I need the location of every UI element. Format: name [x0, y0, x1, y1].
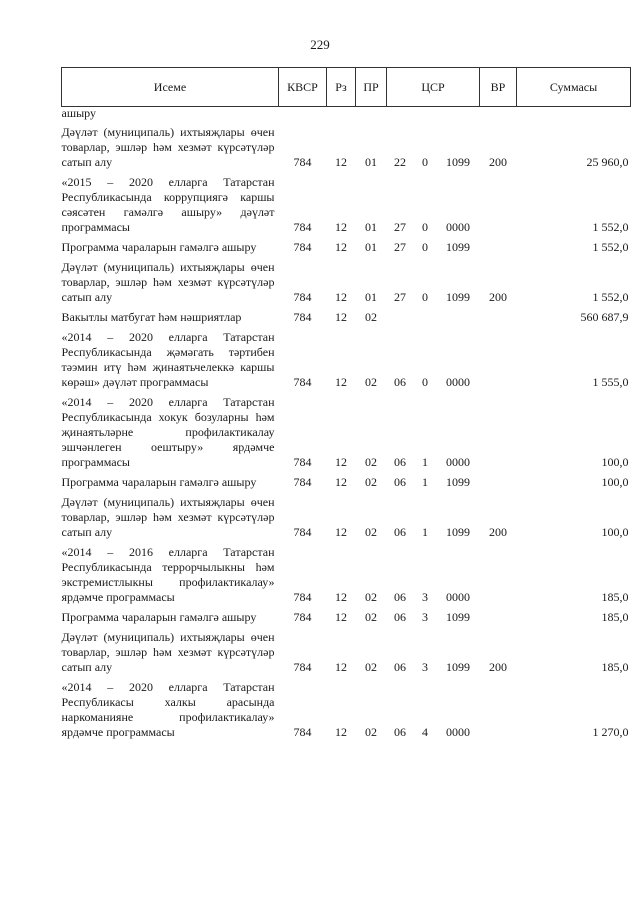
cell-rz: 12	[335, 475, 347, 489]
cell-csr1: 06	[394, 375, 406, 389]
cell-kvsr: 784	[293, 220, 312, 234]
cell-vr	[480, 170, 517, 235]
cell-kvsr: 784	[293, 455, 312, 469]
cell-csr2: 3	[422, 590, 428, 604]
cell-vr	[480, 107, 517, 121]
cell-csr1: 27	[394, 220, 406, 234]
cell-name: Программа чараларын гамәлгә ашыру	[61, 610, 257, 624]
cell-pr: 02	[365, 525, 377, 539]
table-row	[62, 120, 631, 170]
cell-csr3: 0000	[446, 725, 470, 739]
cell-kvsr	[279, 107, 327, 121]
cell-csr3: 0000	[446, 590, 470, 604]
cell-csr2: 0	[422, 155, 428, 169]
cell-name: Программа чараларын гамәлгә ашыру	[61, 475, 257, 489]
cell-kvsr: 784	[293, 310, 312, 324]
cell-csr1: 06	[394, 725, 406, 739]
cell-csr3	[437, 107, 480, 121]
cell-kvsr: 784	[293, 590, 312, 604]
table-body	[62, 107, 631, 741]
header-rz: Рз	[327, 68, 356, 107]
cell-rz: 12	[335, 725, 347, 739]
cell-csr2	[414, 305, 437, 325]
table-row	[62, 490, 631, 540]
cell-vr: 200	[489, 525, 508, 539]
cell-vr	[480, 675, 517, 740]
cell-kvsr: 784	[293, 240, 312, 254]
cell-csr3: 0000	[446, 455, 470, 469]
table-row	[62, 170, 631, 235]
cell-csr2: 3	[422, 610, 428, 624]
cell-csr2	[414, 107, 437, 121]
cell-csr1: 06	[394, 525, 406, 539]
cell-pr: 02	[365, 455, 377, 469]
cell-sum: 1 552,0	[592, 240, 629, 254]
cell-csr1: 06	[394, 610, 406, 624]
header-sum: Суммасы	[517, 68, 631, 107]
cell-csr2: 0	[422, 220, 428, 234]
cell-name: ашыру	[61, 106, 96, 120]
cell-pr: 01	[365, 155, 377, 169]
table-row	[62, 675, 631, 740]
cell-kvsr: 784	[293, 525, 312, 539]
cell-pr: 01	[365, 290, 377, 304]
cell-sum: 1 552,0	[592, 220, 629, 234]
cell-pr: 01	[365, 220, 377, 234]
cell-pr: 02	[365, 610, 377, 624]
cell-name: «2014 – 2020 елларга Татарстан Республикасы халкы арасында наркоманияне профилактикалау» ярдәмче программасы	[61, 680, 275, 739]
cell-pr: 02	[365, 590, 377, 604]
cell-pr: 02	[365, 725, 377, 739]
cell-kvsr: 784	[293, 725, 312, 739]
cell-csr2: 1	[422, 455, 428, 469]
cell-sum: 1 552,0	[592, 290, 629, 304]
header-vr: ВР	[480, 68, 517, 107]
cell-vr: 200	[489, 660, 508, 674]
cell-name: Дәүләт (муниципаль) ихтыяҗлары өчен товарлар, эшләр һәм хезмәт күрсәтүләр сатып алу	[61, 260, 275, 304]
cell-csr2: 1	[422, 525, 428, 539]
cell-csr1: 06	[394, 475, 406, 489]
cell-vr	[480, 390, 517, 470]
cell-csr1: 06	[394, 660, 406, 674]
cell-name: «2014 – 2020 елларга Татарстан Республикасында хокук бозуларны һәм җинаятьләрне профилактикалау эшчәнлеген оештыру» ярдәмче программасы	[61, 395, 275, 469]
cell-kvsr: 784	[293, 610, 312, 624]
table-row	[62, 605, 631, 625]
cell-csr1	[387, 305, 414, 325]
cell-rz: 12	[335, 290, 347, 304]
table-row	[62, 540, 631, 605]
cell-kvsr: 784	[293, 475, 312, 489]
cell-name: Дәүләт (муниципаль) ихтыяҗлары өчен товарлар, эшләр һәм хезмәт күрсәтүләр сатып алу	[61, 125, 275, 169]
cell-rz: 12	[335, 240, 347, 254]
cell-sum: 560 687,9	[580, 310, 629, 324]
cell-csr3: 1099	[446, 155, 470, 169]
cell-csr1: 27	[394, 290, 406, 304]
cell-sum	[517, 107, 631, 121]
cell-rz: 12	[335, 660, 347, 674]
cell-csr2: 0	[422, 375, 428, 389]
header-pr: ПР	[356, 68, 387, 107]
table-row	[62, 390, 631, 470]
cell-csr1: 27	[394, 240, 406, 254]
cell-rz: 12	[335, 610, 347, 624]
cell-pr: 02	[365, 310, 377, 324]
cell-vr	[480, 325, 517, 390]
cell-pr	[356, 107, 387, 121]
cell-rz	[327, 107, 356, 121]
cell-kvsr: 784	[293, 290, 312, 304]
cell-kvsr: 784	[293, 375, 312, 389]
budget-table	[61, 67, 631, 740]
cell-sum: 100,0	[601, 525, 629, 539]
cell-csr1: 06	[394, 455, 406, 469]
cell-vr	[480, 605, 517, 625]
cell-sum: 185,0	[601, 660, 629, 674]
cell-sum: 1 270,0	[592, 725, 629, 739]
cell-csr3: 1099	[446, 240, 470, 254]
cell-vr	[480, 470, 517, 490]
cell-sum: 185,0	[601, 610, 629, 624]
table-row	[62, 305, 631, 325]
table-row	[62, 625, 631, 675]
cell-sum: 100,0	[601, 455, 629, 469]
cell-kvsr: 784	[293, 660, 312, 674]
cell-name: «2015 – 2020 елларга Татарстан Республикасында коррупциягә каршы сәясәтен гамәлгә ашыру» дәүләт программасы	[61, 175, 275, 234]
cell-vr	[480, 305, 517, 325]
table-row	[62, 107, 631, 121]
cell-csr3: 1099	[446, 525, 470, 539]
cell-csr3: 0000	[446, 220, 470, 234]
header-kvsr: КВСР	[279, 68, 327, 107]
cell-csr2: 0	[422, 240, 428, 254]
cell-sum: 100,0	[601, 475, 629, 489]
header-csr: ЦСР	[387, 68, 480, 107]
cell-rz: 12	[335, 155, 347, 169]
cell-vr: 200	[489, 290, 508, 304]
cell-pr: 02	[365, 375, 377, 389]
cell-rz: 12	[335, 455, 347, 469]
cell-kvsr: 784	[293, 155, 312, 169]
cell-name: Дәүләт (муниципаль) ихтыяҗлары өчен товарлар, эшләр һәм хезмәт күрсәтүләр сатып алу	[61, 630, 275, 674]
header-name: Исеме	[62, 68, 279, 107]
cell-rz: 12	[335, 310, 347, 324]
cell-rz: 12	[335, 375, 347, 389]
cell-csr3: 1099	[446, 475, 470, 489]
cell-name: Дәүләт (муниципаль) ихтыяҗлары өчен товарлар, эшләр һәм хезмәт күрсәтүләр сатып алу	[61, 495, 275, 539]
cell-sum: 1 555,0	[592, 375, 629, 389]
cell-csr3: 1099	[446, 290, 470, 304]
cell-vr	[480, 235, 517, 255]
table-row	[62, 470, 631, 490]
cell-csr1	[387, 107, 414, 121]
cell-rz: 12	[335, 525, 347, 539]
cell-csr1: 22	[394, 155, 406, 169]
cell-csr3: 1099	[446, 610, 470, 624]
cell-name: «2014 – 2016 елларга Татарстан Республикасында террорчылыкны һәм экстремистлыкны профилактикалау» ярдәмче программасы	[61, 545, 275, 604]
cell-rz: 12	[335, 590, 347, 604]
cell-sum: 185,0	[601, 590, 629, 604]
cell-csr2: 0	[422, 290, 428, 304]
cell-csr2: 4	[422, 725, 428, 739]
cell-pr: 01	[365, 240, 377, 254]
cell-name: «2014 – 2020 елларга Татарстан Республикасында җәмәгать тәртибен тәэмин итү һәм җинаятьчелеккә каршы көрәш» дәүләт программасы	[61, 330, 275, 389]
cell-pr: 02	[365, 475, 377, 489]
cell-vr	[480, 540, 517, 605]
cell-name: Программа чараларын гамәлгә ашыру	[61, 240, 257, 254]
cell-csr2: 3	[422, 660, 428, 674]
table-row	[62, 235, 631, 255]
cell-csr3	[437, 305, 480, 325]
table-header	[62, 68, 631, 107]
cell-pr: 02	[365, 660, 377, 674]
cell-csr3: 1099	[446, 660, 470, 674]
cell-csr3: 0000	[446, 375, 470, 389]
cell-csr2: 1	[422, 475, 428, 489]
table-row	[62, 255, 631, 305]
cell-csr1: 06	[394, 590, 406, 604]
cell-name: Вакытлы матбугат һәм нәшриятлар	[61, 310, 242, 324]
cell-rz: 12	[335, 220, 347, 234]
cell-vr: 200	[489, 155, 508, 169]
cell-sum: 25 960,0	[586, 155, 629, 169]
page-number: 229	[310, 37, 330, 52]
table-row	[62, 325, 631, 390]
